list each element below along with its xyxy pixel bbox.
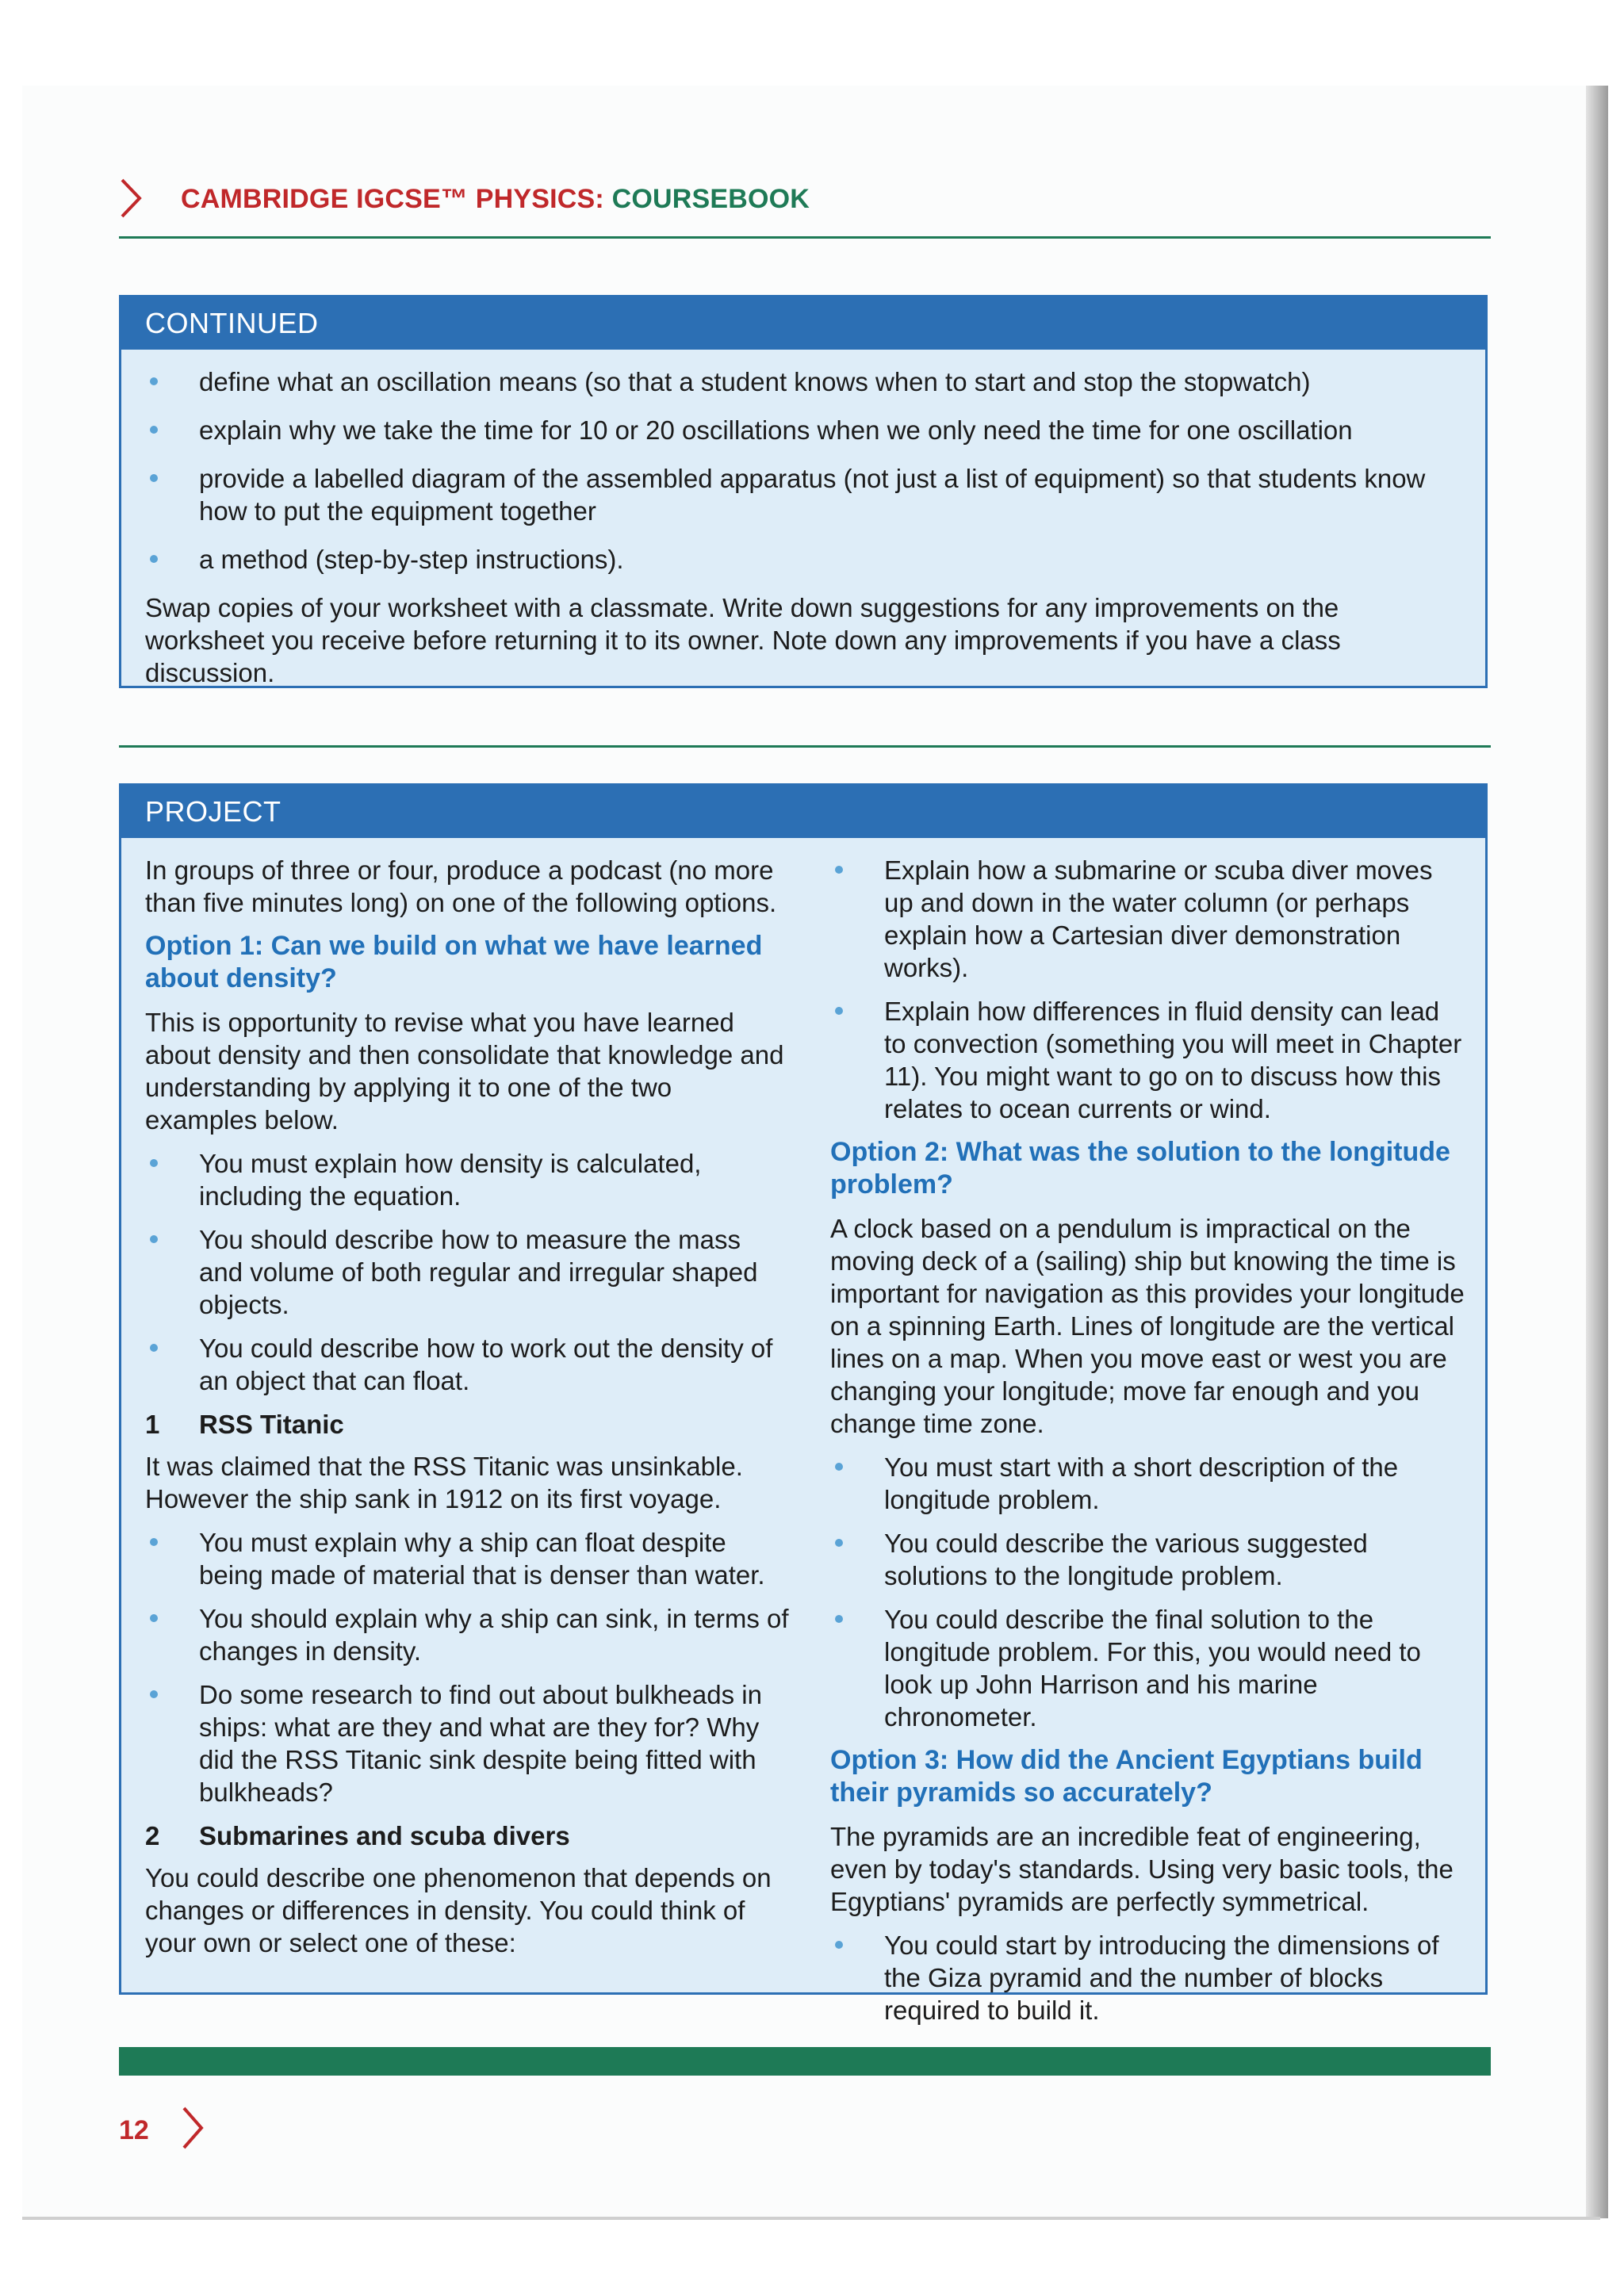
list-item: provide a labelled diagram of the assembled apparatus (not just a list of equipment) so that students know how to put the equipment together [145, 462, 1461, 527]
list-item: define what an oscillation means (so that a student knows when to start and stop the stopwatch) [145, 365, 1461, 398]
submarines-paragraph: You could describe one phenomenon that depends on changes or differences in density. You could think of your own or select one of these: [145, 1863, 772, 1957]
option2-bullets [830, 1451, 1465, 1733]
project-box [119, 783, 1488, 2025]
project-intro: In groups of three or four, produce a podcast (no more than five minutes long) on one of the following options. [145, 855, 777, 917]
option3-paragraph: The pyramids are an incredible feat of engineering, even by today's standards. Using very basic tools, the Egyptians' pyramids are perfectly symmetrical. [830, 1822, 1454, 1916]
page-number: 12 [119, 2115, 149, 2145]
submarines-number: 2 [145, 1821, 160, 1850]
list-item: You must explain why a ship can float despite being made of material that is denser than water. [145, 1526, 789, 1591]
list-item: You could start by introducing the dimensions of the Giza pyramid and the number of blocks required to build it. [830, 1929, 1465, 2026]
footer-bar [119, 2047, 1491, 2076]
list-item: Explain how a submarine or scuba diver moves up and down in the water column (or perhaps explain how a Cartesian diver demonstration works). [830, 854, 1465, 984]
continued-content [145, 365, 1461, 689]
project-heading: PROJECT [121, 786, 1485, 838]
titanic-heading [145, 1408, 789, 1441]
continued-bullets [145, 365, 1461, 576]
page-edge-shadow [1586, 86, 1608, 2218]
list-item: Explain how differences in fluid density can lead to convection (something you will meet in Chapter 11). You might want to go on to discuss how this relates to ocean currents or wind. [830, 995, 1465, 1125]
continued-closing-paragraph: Swap copies of your worksheet with a classmate. Write down suggestions for any improvements on the worksheet you receive before returning it to its owner. Note down any improvements if you have a class discussion. [145, 593, 1341, 687]
header-rule [119, 236, 1491, 239]
list-item: You should explain why a ship can sink, in terms of changes in density. [145, 1602, 789, 1667]
submarines-bullets [830, 854, 1465, 1125]
option1-bullets [145, 1147, 789, 1397]
option1-heading: Option 1: Can we build on what we have learned about density? [145, 931, 763, 993]
list-item: Do some research to find out about bulkheads in ships: what are they and what are they for? Why did the RSS Titanic sink despite being fitted with bulkheads? [145, 1678, 789, 1808]
submarines-heading [145, 1820, 789, 1852]
option1-paragraph: This is opportunity to revise what you have learned about density and then consolidate that knowledge and understanding by applying it to one of the two examples below. [145, 1008, 784, 1135]
list-item: You could describe the final solution to the longitude problem. For this, you would need to look up John Harrison and his marine chronometer. [830, 1603, 1465, 1733]
list-item: You could describe the various suggested solutions to the longitude problem. [830, 1527, 1465, 1592]
page-bottom-shadow [22, 2217, 1600, 2220]
continued-box [119, 295, 1488, 688]
project-left-column [145, 854, 789, 1970]
book-title-series: CAMBRIDGE IGCSE™ PHYSICS: [181, 184, 612, 214]
list-item: You must start with a short description of the longitude problem. [830, 1451, 1465, 1516]
section-rule [119, 745, 1491, 748]
book-title [181, 184, 810, 215]
titanic-paragraph: It was claimed that the RSS Titanic was unsinkable. However the ship sank in 1912 on its first voyage. [145, 1452, 743, 1513]
titanic-bullets [145, 1526, 789, 1808]
list-item: a method (step-by-step instructions). [145, 543, 1461, 576]
chevron-right-icon [119, 178, 143, 219]
option2-paragraph: A clock based on a pendulum is impractical on the moving deck of a (sailing) ship but knowing the time is important for navigation as this provides your longitude on a spinning Earth. Lines of longitude are the vertical lines on a map. When you move east or west you are changing your longitude; move far enough and you change time zone. [830, 1214, 1465, 1438]
option3-heading: Option 3: How did the Ancient Egyptians build their pyramids so accurately? [830, 1745, 1423, 1808]
titanic-number: 1 [145, 1410, 160, 1439]
option2-heading: Option 2: What was the solution to the longitude problem? [830, 1137, 1450, 1200]
list-item: You could describe how to work out the density of an object that can float. [145, 1332, 789, 1397]
continued-heading: CONTINUED [121, 297, 1485, 350]
project-right-column [830, 854, 1465, 2038]
list-item: You must explain how density is calculated, including the equation. [145, 1147, 789, 1212]
option3-bullets [830, 1929, 1465, 2026]
submarines-title: Submarines and scuba divers [199, 1821, 570, 1850]
list-item: You should describe how to measure the mass and volume of both regular and irregular shaped objects. [145, 1223, 789, 1321]
titanic-title: RSS Titanic [199, 1410, 344, 1439]
running-header [119, 174, 1491, 238]
book-title-type: COURSEBOOK [611, 184, 810, 214]
list-item: explain why we take the time for 10 or 20 oscillations when we only need the time for one oscillation [145, 414, 1461, 446]
chevron-right-icon [181, 2106, 205, 2150]
